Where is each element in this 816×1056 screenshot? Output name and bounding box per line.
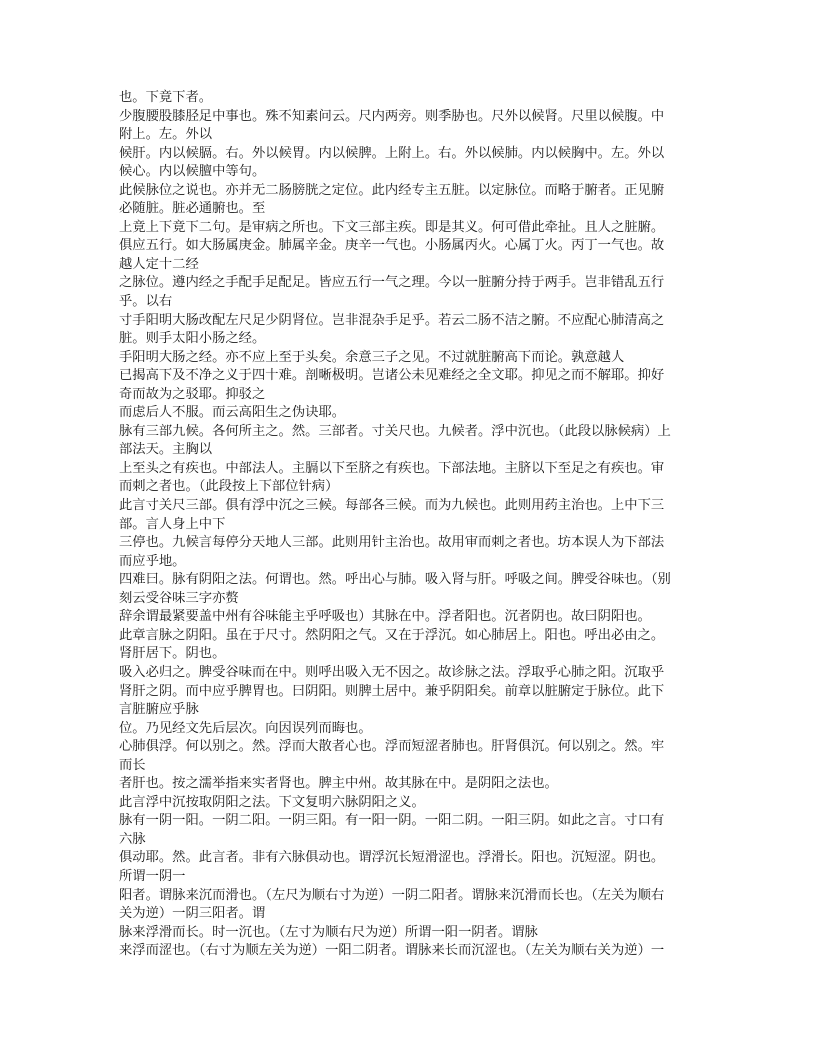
text-line: 所谓一阴一: [119, 867, 186, 883]
text-line: 而虑后人不服。而云高阳生之伪诀耶。: [119, 404, 346, 420]
text-line: 而长: [119, 756, 146, 772]
text-line: 言脏腑应乎脉: [119, 701, 199, 717]
text-line: 上至头之有疾也。中部法人。主膈以下至脐之有疾也。下部法地。主脐以下至足之有疾也。审: [119, 459, 665, 475]
text-line: 脉来浮滑而长。时一沉也。（左寸为顺右尺为逆）所谓一阳一阴者。谓脉: [119, 923, 538, 939]
text-line: 俱应五行。如大肠属庚金。肺属辛金。庚辛一气也。小肠属丙火。心属丁火。丙丁一气也。故: [119, 237, 665, 253]
text-line: 奇而故为之驳耶。抑驳之: [119, 385, 266, 401]
text-line: 俱动耶。然。此言者。非有六脉俱动也。谓浮沉长短滑涩也。浮滑长。阳也。沉短涩。阴也。: [119, 849, 665, 865]
text-line: 附上。左。外以: [119, 126, 213, 142]
text-line: 而刺之者也。（此段按上下部位针病）: [119, 478, 339, 494]
text-line: 部法天。主胸以: [119, 441, 213, 457]
text-line: 少腹腰股膝胫足中事也。殊不知素问云。尺内两旁。则季胁也。尺外以候肾。尺里以候腹。中: [119, 107, 665, 123]
text-line: 此言浮中沉按取阴阳之法。下文复明六脉阴阳之义。: [119, 793, 425, 809]
text-line: 手阳明大肠之经。亦不应上至于头矣。余意三子之见。不过就脏腑高下而论。孰意越人: [119, 348, 625, 364]
text-line: 候肝。内以候膈。右。外以候胃。内以候脾。上附上。右。外以候肺。内以候胸中。左。外以: [119, 144, 665, 160]
text-line: 阳者。谓脉来沉而滑也。（左尺为顺右寸为逆）一阴二阳者。谓脉来沉滑而长也。（左关为顺右: [119, 886, 665, 902]
text-line: 者肝也。按之濡举指来实者肾也。脾主中州。故其脉在中。是阴阳之法也。: [119, 775, 558, 791]
text-line: 脏。则手太阳小肠之经。: [119, 330, 266, 346]
text-line: 部。言人身上中下: [119, 515, 226, 531]
text-line: 也。下竟下者。: [119, 89, 213, 104]
text-line: 辞余谓最紧要盖中州有谷味能主乎呼吸也）其脉在中。浮者阳也。沉者阴也。故曰阴阳也。: [119, 608, 651, 624]
text-line: 此章言脉之阴阳。虽在于尺寸。然阴阳之气。又在于浮沉。如心肺居上。阳也。呼出必由之。: [119, 626, 665, 642]
text-line: 之脉位。遵内经之手配手足配足。皆应五行一气之理。今以一脏腑分持于两手。岂非错乱五行: [119, 274, 665, 290]
text-block: [119, 88, 707, 960]
text-line: 心肺俱浮。何以别之。然。浮而大散者心也。浮而短涩者肺也。肝肾俱沉。何以别之。然。牢: [119, 738, 665, 754]
text-line: 四难曰。脉有阴阳之法。何谓也。然。呼出心与肺。吸入肾与肝。呼吸之间。脾受谷味也。（别: [119, 571, 671, 587]
text-line: 来浮而涩也。（右寸为顺左关为逆）一阳二阴者。谓脉来长而沉涩也。（左关为顺右关为逆）一: [119, 942, 665, 958]
text-line: 六脉: [119, 830, 146, 846]
text-line: 位。乃见经文先后层次。向因误列而晦也。: [119, 719, 372, 735]
text-line: 此言寸关尺三部。俱有浮中沉之三候。每部各三候。而为九候也。此则用药主治也。上中下三: [119, 497, 665, 513]
text-line: 三停也。九候言每停分天地人三部。此则用针主治也。故用审而刺之者也。坊本误人为下部法: [119, 534, 665, 550]
text-line: 上竟上下竟下二句。是审病之所也。下文三部主疾。即是其义。何可借此牵扯。且人之脏腑。: [119, 218, 665, 234]
text-line: 肾肝居下。阴也。: [119, 645, 226, 661]
text-line: 越人定十二经: [119, 255, 199, 271]
text-line: 乎。以右: [119, 293, 173, 309]
text-line: 关为逆）一阴三阳者。谓: [119, 905, 266, 921]
text-line: 肾肝之阴。而中应乎脾胃也。曰阴阳。则脾土居中。兼乎阴阳矣。前章以脏腑定于脉位。此下: [119, 682, 665, 698]
text-line: 而应乎地。: [119, 552, 186, 568]
text-line: 必随脏。脏必通腑也。至: [119, 200, 266, 216]
text-line: 此候脉位之说也。亦并无二肠膀胱之定位。此内经专主五脏。以定脉位。而略于腑者。正见腑: [119, 181, 665, 197]
text-line: 刻云受谷味三字亦赘: [119, 589, 239, 605]
text-line: 寸手阳明大肠改配左尺足少阴肾位。岂非混杂手足乎。若云二肠不洁之腑。不应配心肺清高之: [119, 311, 665, 327]
text-line: 已揭高下及不净之义于四十难。剖晰极明。岂诸公未见难经之全文耶。抑见之而不解耶。抑好: [119, 367, 665, 383]
text-line: 脉有一阴一阳。一阴二阳。一阴三阳。有一阳一阴。一阳二阴。一阳三阴。如此之言。寸口有: [119, 812, 665, 828]
text-line: 候心。内以候膻中等句。: [119, 163, 266, 179]
text-line: 脉有三部九候。各何所主之。然。三部者。寸关尺也。九候者。浮中沉也。（此段以脉候病）上: [119, 422, 671, 438]
text-line: 吸入必归之。脾受谷味而在中。则呼出吸入无不因之。故诊脉之法。浮取乎心肺之阳。沉取乎: [119, 663, 665, 679]
